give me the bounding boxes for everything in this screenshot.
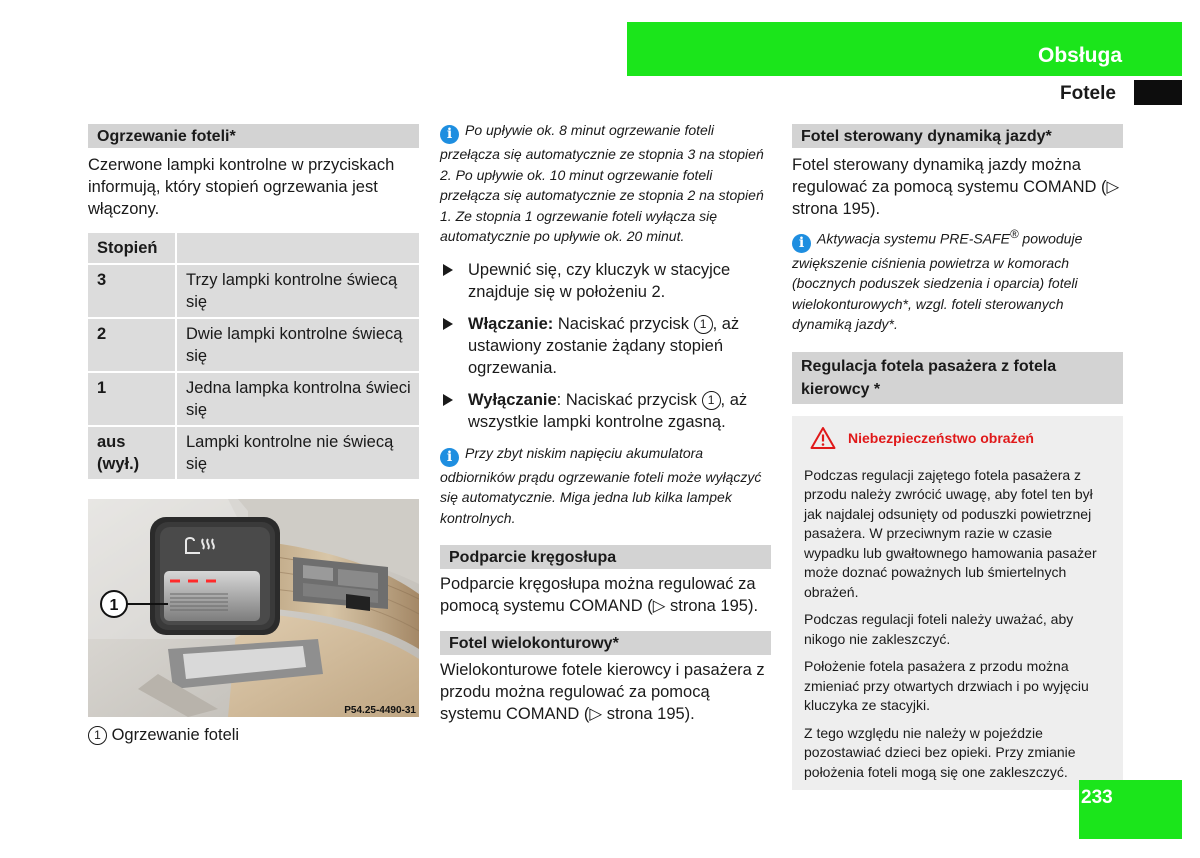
column-left	[88, 0, 419, 744]
info-note-battery	[440, 443, 771, 529]
warning-paragraph: Położenie fotela pasażera z przodu można zmieniać przy otwartych drzwiach i po wyjęciu kluczyka ze stacyjki.	[804, 658, 1089, 714]
callout-number: 1	[88, 726, 107, 745]
info-note-text: Po upływie ok. 8 minut ogrzewanie foteli przełącza się automatycznie ze stopnia 3 na stopień 2. Po upływie ok. 10 minut ogrzewanie foteli przełącza się automatycznie ze stopnia 2 na stopień 1. Ze stopnia 1 ogrzewanie foteli wyłącza się automatycznie po upływie ok. 20 minut.	[440, 122, 764, 244]
table-header-row	[88, 233, 419, 263]
column-right	[792, 0, 1123, 790]
step-text: , aż wszystkie lampki kontrolne zgasną.	[468, 390, 748, 431]
button-number-icon: 1	[694, 315, 713, 334]
step-check-key	[440, 259, 771, 303]
description-cell: Jedna lampka kontrolna świeci się	[175, 373, 419, 425]
level-cell: 3	[88, 265, 175, 317]
warning-paragraph: Z tego względu nie należy w pojeździe pozostawiać dzieci bez opieki. Przy zmianie położenia foteli mogą się one zakleszczyć.	[804, 724, 1076, 780]
door-panel-illustration	[88, 499, 419, 717]
button-number-icon: 1	[702, 391, 721, 410]
subsection-title: Fotele	[1060, 83, 1116, 104]
table-row	[88, 373, 419, 425]
warning-title: Niebezpieczeństwo obrażeń	[848, 429, 1034, 446]
subsection-marker	[1134, 80, 1182, 105]
step-switch-off	[440, 389, 771, 433]
dynamic-seat-text: Fotel sterowany dynamiką jazdy można regulować za pomocą systemu COMAND (▷ strona 195).	[792, 156, 1120, 218]
step-text: Naciskać przycisk	[557, 314, 689, 333]
table-header: Stopień	[88, 233, 175, 263]
step-switch-on	[440, 313, 771, 379]
warning-paragraph: Podczas regulacji zajętego fotela pasażera z przodu należy zwrócić uwagę, aby fotel ten był jak najdalej odsunięty od poduszki powietrznej pasażera. W przeciwnym razie w czasie wypadku lub gwałtownego hamowania pasażer może doznać poważnych lub śmiertelnych obrażeń.	[804, 466, 1097, 600]
multicontour-text: Wielokonturowe fotele kierowcy i pasażera z przodu można regulować za pomocą systemu COMAND (▷ strona 195).	[440, 661, 765, 723]
description-cell: Dwie lampki kontrolne świecą się	[175, 319, 419, 371]
section-heading-passenger-seat: Regulacja fotela pasażera z fotela kierowcy *	[792, 352, 1123, 404]
heating-levels-table	[88, 231, 419, 481]
info-note-pre-safe	[792, 225, 1123, 335]
info-note-text: Przy zbyt niskim napięciu akumulatora odbiorników prądu ogrzewanie foteli może wyłączyć się automatycznie. Miga jedna lub kilka lampek kontrolnych.	[440, 444, 762, 526]
arrow-icon	[443, 318, 453, 330]
arrow-icon	[443, 264, 453, 276]
level-cell: aus (wył.)	[88, 427, 175, 479]
section-heading-multicontour: Fotel wielokonturowy*	[440, 631, 771, 655]
registered-mark: ®	[1009, 228, 1019, 241]
section-heading-dynamic-seat: Fotel sterowany dynamiką jazdy*	[792, 124, 1123, 148]
photo-code: P54.25-4490-31	[344, 705, 416, 716]
warning-paragraph: Podczas regulacji foteli należy uważać, aby nikogo nie zakleszczyć.	[804, 611, 1074, 647]
table-row	[88, 265, 419, 317]
lumbar-text: Podparcie kręgosłupa można regulować za pomocą systemu COMAND (▷ strona 195).	[440, 575, 759, 615]
section-heading-seat-heating: Ogrzewanie foteli*	[88, 124, 419, 148]
seat-heating-intro: Czerwone lampki kontrolne w przyciskach informują, który stopień ogrzewania jest włączony.	[88, 156, 395, 218]
step-label: Wyłączanie	[468, 390, 557, 409]
door-panel-photo	[88, 499, 419, 717]
column-middle	[440, 0, 771, 725]
warning-triangle-icon	[810, 426, 836, 450]
info-note-text: Aktywacja systemu PRE-SAFE	[817, 230, 1010, 247]
arrow-icon	[443, 394, 453, 406]
warning-header	[804, 426, 1111, 450]
step-label: Włączanie:	[468, 314, 554, 333]
description-cell: Trzy lampki kontrolne świecą się	[175, 265, 419, 317]
info-note-text: powoduje zwiększenie ciśnienia powietrza w komorach (bocznych poduszek siedzenia i oparcia) foteli wielokonturowych*, wzgl. foteli sterowanych dynamiką jazdy*.	[792, 230, 1083, 333]
section-title: Obsługa	[1037, 44, 1122, 67]
info-icon: i	[440, 448, 459, 467]
level-cell: 1	[88, 373, 175, 425]
step-text: Upewnić się, czy kluczyk w stacyjce znajduje się w położeniu 2.	[468, 260, 731, 301]
step-text: : Naciskać przycisk	[556, 390, 697, 409]
warning-box	[792, 416, 1123, 791]
info-icon: i	[440, 125, 459, 144]
step-text: , aż ustawiony zostanie żądany stopień ogrzewania.	[468, 314, 740, 377]
info-icon: i	[792, 234, 811, 253]
photo-callout-number: 1	[109, 597, 119, 614]
page-number: 233	[1081, 787, 1113, 808]
table-row	[88, 427, 419, 479]
description-cell: Lampki kontrolne nie świecą się	[175, 427, 419, 479]
photo-caption	[88, 724, 239, 746]
info-note-auto-switch	[440, 120, 771, 247]
caption-text: Ogrzewanie foteli	[111, 726, 240, 744]
steps-list	[440, 259, 771, 433]
table-row	[88, 319, 419, 371]
section-heading-lumbar: Podparcie kręgosłupa	[440, 545, 771, 569]
level-cell: 2	[88, 319, 175, 371]
